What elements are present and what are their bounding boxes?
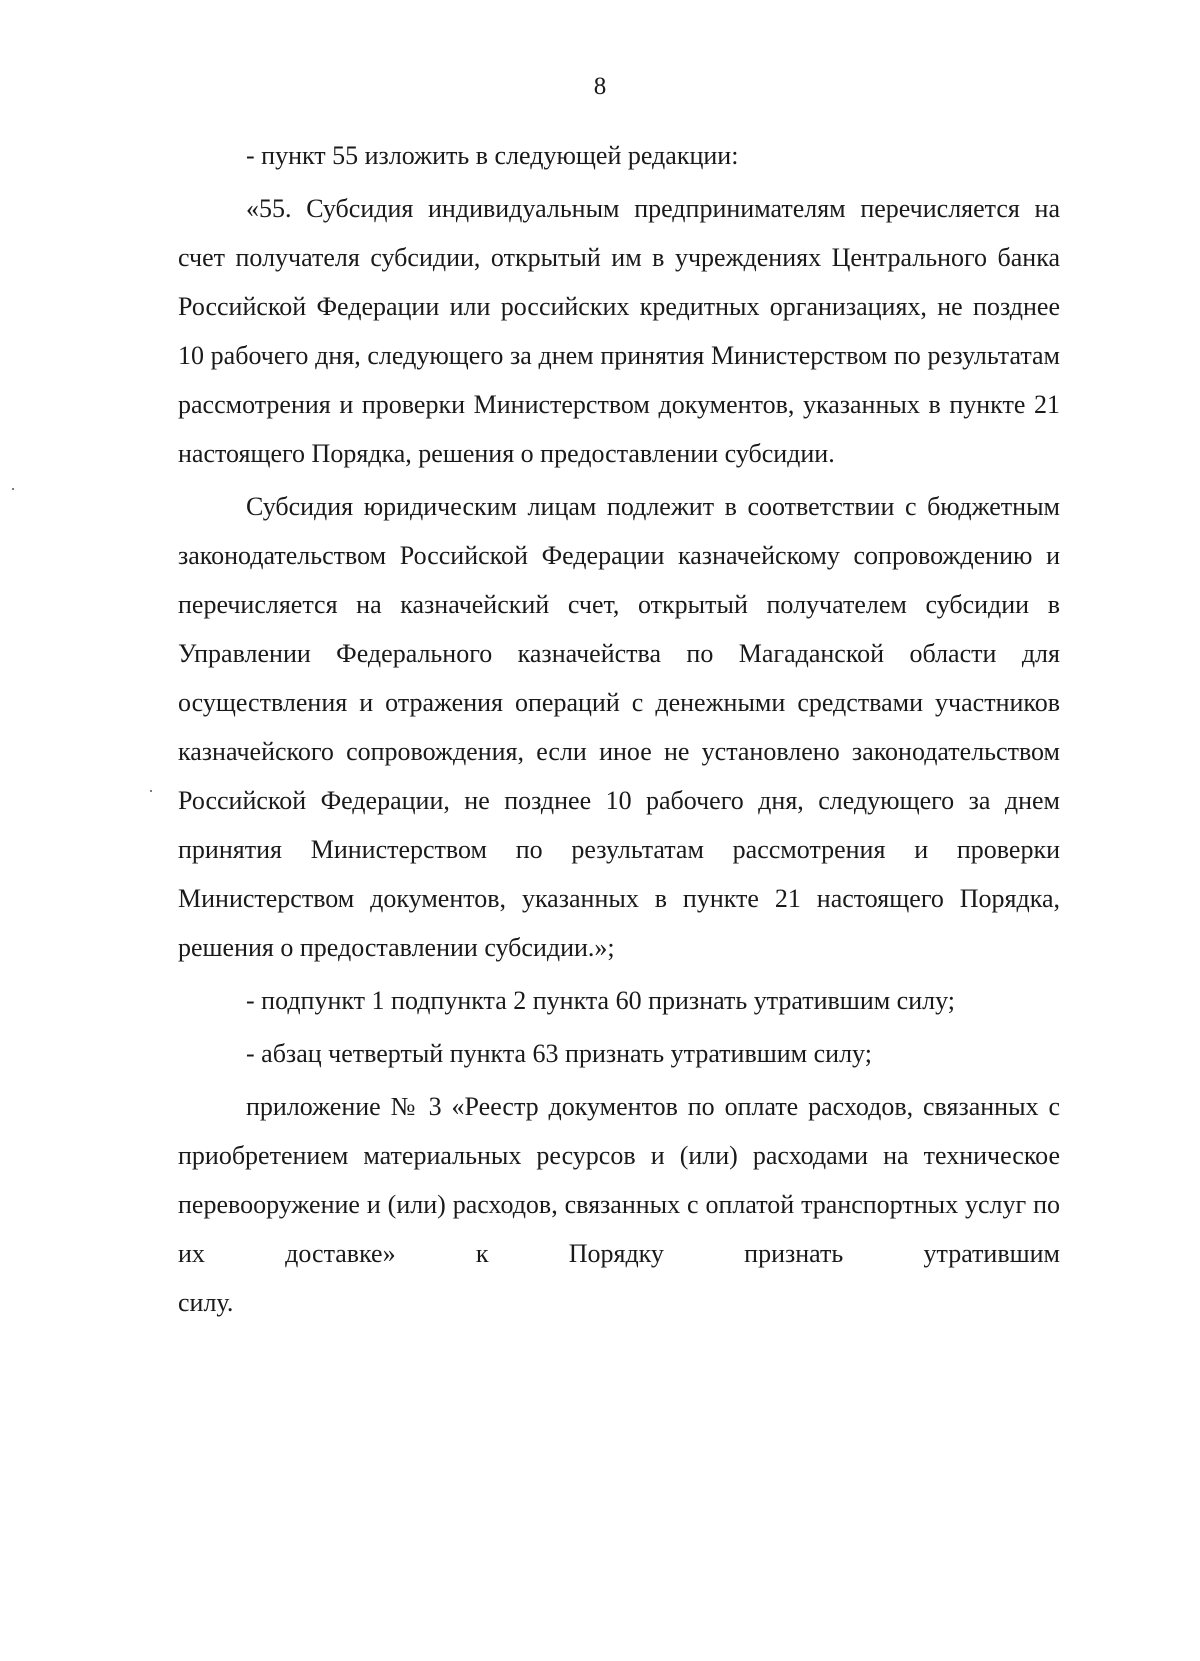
- paragraph-appendix-3-tail: силу.: [178, 1288, 234, 1317]
- page-number: 8: [593, 73, 607, 100]
- paragraph-subclause-60-repeal: - подпункт 1 подпункта 2 пункта 60 признать утратившим силу;: [246, 986, 955, 1015]
- scan-speck: [12, 488, 14, 490]
- paragraph-clause-63-repeal: - абзац четвертый пункта 63 признать утратившим силу;: [246, 1039, 872, 1068]
- paragraph-clause-55-individuals: «55. Субсидия индивидуальным предпринимателям перечисляется на счет получателя субсидии, открытый им в учреждениях Центрального банка Российской Федерации или российских кредитных организациях, не позднее 10 рабочего дня, следующего за днем принятия Министерством по результатам рассмотрения и проверки Министерством документов, указанных в пункте 21 настоящего Порядка, решения о предоставлении субсидии.: [178, 194, 1060, 468]
- paragraph-appendix-3-repeal: приложение № 3 «Реестр документов по оплате расходов, связанных с приобретением материальных ресурсов и (или) расходами на техническое перевооружение и (или) расходов, связанных с оплатой транспортных услуг по их доставке» к Порядку признать утратившим: [178, 1092, 1060, 1268]
- scan-speck: [150, 790, 152, 792]
- paragraph-clause-55-legal-entities: Субсидия юридическим лицам подлежит в соответствии с бюджетным законодательством Российской Федерации казначейскому сопровождению и перечисляется на казначейский счет, открытый получателем субсидии в Управлении Федерального казначейства по Магаданской области для осуществления и отражения операций с денежными средствами участников казначейского сопровождения, если иное не установлено законодательством Российской Федерации, не позднее 10 рабочего дня, следующего за днем принятия Министерством по результатам рассмотрения и проверки Министерством документов, указанных в пункте 21 настоящего Порядка, решения о предоставлении субсидии.»;: [178, 492, 1060, 962]
- paragraph-amend-55: - пункт 55 изложить в следующей редакции:: [246, 141, 739, 170]
- document-body: [178, 131, 1060, 1327]
